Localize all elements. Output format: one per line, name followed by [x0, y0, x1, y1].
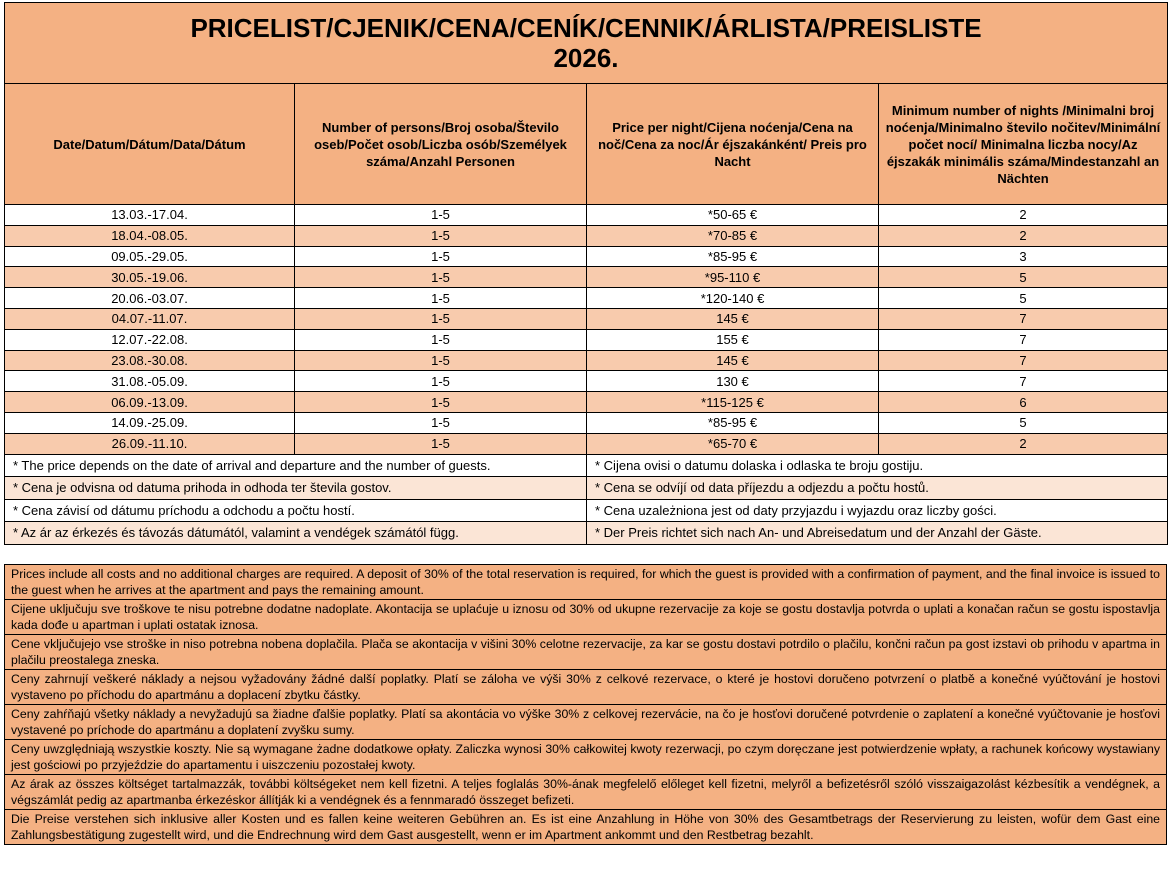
table-row — [5, 392, 1168, 413]
cell-price: 130 € — [587, 371, 879, 392]
cell-price: 145 € — [587, 308, 879, 329]
cell-price: *50-65 € — [587, 205, 879, 226]
table-row — [5, 350, 1168, 371]
cell-persons: 1-5 — [295, 225, 587, 246]
header-persons: Number of persons/Broj osoba/Število oseb/Počet osob/Liczba osób/Személyek száma/Anzahl Personen — [295, 84, 587, 205]
cell-date: 06.09.-13.09. — [5, 392, 295, 413]
note-left: * Cena je odvisna od datuma prihoda in odhoda ter števila gostov. — [5, 477, 587, 500]
cell-min-nights: 2 — [879, 433, 1168, 454]
cell-price: *70-85 € — [587, 225, 879, 246]
cell-persons: 1-5 — [295, 392, 587, 413]
note-right: * Cena se odvíjí od data příjezdu a odjezdu a počtu hostů. — [587, 477, 1168, 500]
title-year: 2026. — [553, 43, 619, 73]
table-row — [5, 246, 1168, 267]
terms-paragraph-cs: Ceny zahrnují veškeré náklady a nejsou vyžadovány žádné další poplatky. Platí se záloha ve výši 30% z celkové rezervace, o které je hostovi doručeno potvrzení o platbě a konečné vyúčtování je hostovi vystaveno po příchodu do apartmánu a doplacení zbytku částky. — [5, 670, 1167, 705]
terms-paragraph-sk: Ceny zahŕňajú všetky náklady a nevyžadujú sa žiadne ďalšie poplatky. Platí sa akontácia vo výške 30% z celkovej rezervácie, na čo je hosťovi doručené potvrdenie o zaplatení a konečné vyúčtovanie je hosťovi vystavené po príchode do apartmánu a doplatení zvyšku sumy. — [5, 705, 1167, 740]
cell-price: *95-110 € — [587, 267, 879, 288]
cell-persons: 1-5 — [295, 308, 587, 329]
cell-date: 04.07.-11.07. — [5, 308, 295, 329]
table-row — [5, 371, 1168, 392]
header-price: Price per night/Cijena noćenja/Cena na noč/Cena za noc/Ár éjszakánként/ Preis pro Nacht — [587, 84, 879, 205]
cell-date: 14.09.-25.09. — [5, 412, 295, 433]
cell-date: 26.09.-11.10. — [5, 433, 295, 454]
title-line-1: PRICELIST/CJENIK/CENA/CENÍK/CENNIK/ÁRLISTA/PREISLISTE — [190, 13, 982, 43]
note-row — [5, 454, 1168, 477]
cell-min-nights: 5 — [879, 412, 1168, 433]
cell-price: *85-95 € — [587, 246, 879, 267]
table-row — [5, 205, 1168, 226]
note-left: * Cena závisí od dátumu príchodu a odchodu a počtu hostí. — [5, 499, 587, 522]
terms-paragraph-de: Die Preise verstehen sich inklusive aller Kosten und es fallen keine weiteren Gebühren an. Es ist eine Anzahlung in Höhe von 30% des Gesamtbetrags der Reservierung zu leisten, wofür dem Gast eine Zahlungsbestätigung zugestellt wird, und die Endrechnung wird dem Gast ausgestellt, wenn er im Apartment ankommt und den Restbetrag bezahlt. — [5, 810, 1167, 845]
note-left: * The price depends on the date of arrival and departure and the number of guests. — [5, 454, 587, 477]
header-min-nights: Minimum number of nights /Minimalni broj noćenja/Minimalno število nočitev/Minimální počet nocí/ Minimalna liczba nocy/Az éjszakák minimális száma/Mindestanzahl an Nächten — [879, 84, 1168, 205]
note-right: * Der Preis richtet sich nach An- und Abreisedatum und der Anzahl der Gäste. — [587, 522, 1168, 545]
cell-min-nights: 2 — [879, 205, 1168, 226]
cell-date: 30.05.-19.06. — [5, 267, 295, 288]
terms-paragraph-hr: Cijene uključuju sve troškove te nisu potrebne dodatne nadoplate. Akontacija se uplaćuje u iznosu od 30% od ukupne rezervacije za koje se gostu dostavlja potvrda o uplati a konačan račun se gostu ispostavlja kada dođe u apartman i uplati ostatak iznosa. — [5, 600, 1167, 635]
table-row — [5, 225, 1168, 246]
cell-date: 20.06.-03.07. — [5, 288, 295, 309]
note-right: * Cijena ovisi o datumu dolaska i odlaska te broju gostiju. — [587, 454, 1168, 477]
cell-persons: 1-5 — [295, 267, 587, 288]
title-row — [5, 3, 1168, 84]
pricelist-table — [4, 2, 1168, 545]
table-row — [5, 267, 1168, 288]
cell-price: *85-95 € — [587, 412, 879, 433]
cell-persons: 1-5 — [295, 288, 587, 309]
page-title — [5, 3, 1168, 84]
table-row — [5, 288, 1168, 309]
table-row — [5, 329, 1168, 350]
cell-date: 13.03.-17.04. — [5, 205, 295, 226]
cell-persons: 1-5 — [295, 412, 587, 433]
note-row — [5, 522, 1168, 545]
cell-date: 23.08.-30.08. — [5, 350, 295, 371]
cell-persons: 1-5 — [295, 246, 587, 267]
cell-min-nights: 3 — [879, 246, 1168, 267]
cell-persons: 1-5 — [295, 329, 587, 350]
table-row — [5, 433, 1168, 454]
note-row — [5, 477, 1168, 500]
cell-persons: 1-5 — [295, 205, 587, 226]
table-row — [5, 412, 1168, 433]
cell-min-nights: 7 — [879, 350, 1168, 371]
cell-persons: 1-5 — [295, 371, 587, 392]
cell-persons: 1-5 — [295, 433, 587, 454]
cell-min-nights: 5 — [879, 288, 1168, 309]
header-row — [5, 84, 1168, 205]
table-row — [5, 308, 1168, 329]
cell-date: 31.08.-05.09. — [5, 371, 295, 392]
cell-price: *65-70 € — [587, 433, 879, 454]
cell-date: 09.05.-29.05. — [5, 246, 295, 267]
terms-paragraph-en: Prices include all costs and no additional charges are required. A deposit of 30% of the total reservation is required, for which the guest is provided with a confirmation of payment, and the final invoice is issued to the guest when he arrives at the apartment and pays the remaining amount. — [5, 565, 1167, 600]
cell-date: 12.07.-22.08. — [5, 329, 295, 350]
cell-price: 145 € — [587, 350, 879, 371]
terms-paragraph-sl: Cene vključujejo vse stroške in niso potrebna nobena doplačila. Plača se akontacija v višini 30% celotne rezervacije, za kar se gostu dostavi potrdilo o plačilu, končni račun pa gost izstavi ob prihodu v apartma in plačilu preostalega zneska. — [5, 635, 1167, 670]
cell-min-nights: 7 — [879, 371, 1168, 392]
terms-paragraph-pl: Ceny uwzględniają wszystkie koszty. Nie są wymagane żadne dodatkowe opłaty. Zaliczka wynosi 30% całkowitej kwoty rezerwacji, po czym doręczane jest potwierdzenie wpłaty, a rachunek końcowy wystawiany jest gościowi po przyjeździe do apartamentu i uiszczeniu pozostałej kwoty. — [5, 740, 1167, 775]
cell-price: *115-125 € — [587, 392, 879, 413]
note-right: * Cena uzależniona jest od daty przyjazdu i wyjazdu oraz liczby gości. — [587, 499, 1168, 522]
header-date: Date/Datum/Dátum/Data/Dátum — [5, 84, 295, 205]
cell-min-nights: 2 — [879, 225, 1168, 246]
cell-price: 155 € — [587, 329, 879, 350]
note-left: * Az ár az érkezés és távozás dátumától, valamint a vendégek számától függ. — [5, 522, 587, 545]
note-row — [5, 499, 1168, 522]
cell-date: 18.04.-08.05. — [5, 225, 295, 246]
cell-min-nights: 7 — [879, 308, 1168, 329]
cell-min-nights: 5 — [879, 267, 1168, 288]
terms-paragraph-hu: Az árak az összes költséget tartalmazzák, további költségeket nem kell fizetni. A teljes foglalás 30%-ának megfelelő előleget kell fizetni, melyről a befizetésről szóló visszaigazolást kézbesítik a vendégnek, a végszámlát pedig az apartmanba érkezéskor állítják ki a vendégnek és a fennmaradó összeget befizeti. — [5, 775, 1167, 810]
cell-price: *120-140 € — [587, 288, 879, 309]
cell-persons: 1-5 — [295, 350, 587, 371]
cell-min-nights: 6 — [879, 392, 1168, 413]
cell-min-nights: 7 — [879, 329, 1168, 350]
terms-table — [4, 564, 1167, 845]
